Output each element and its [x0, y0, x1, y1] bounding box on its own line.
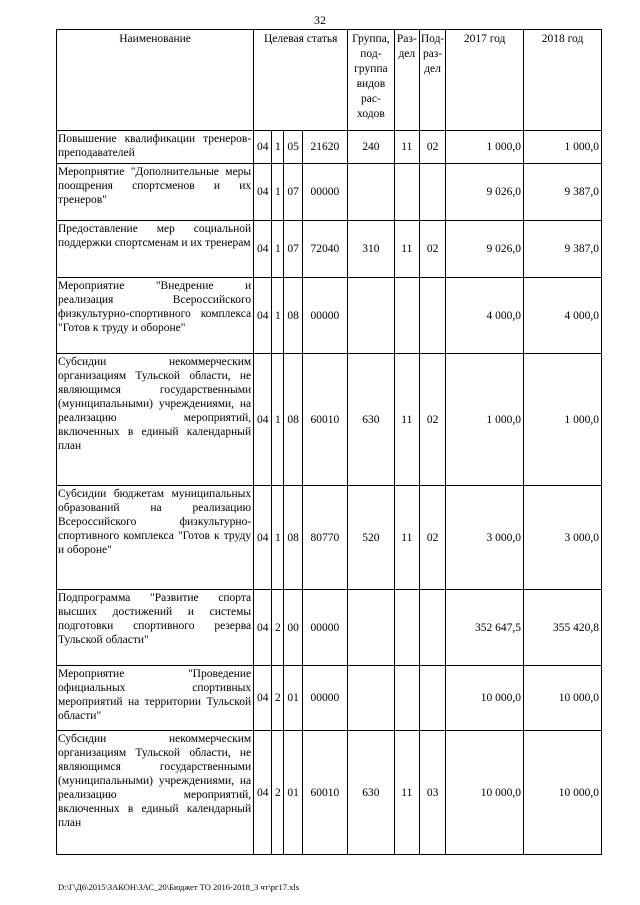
row-section: [394, 666, 419, 731]
row-target-code-1: 04: [254, 278, 272, 354]
table-body: [57, 131, 602, 855]
row-target-code-1: 04: [254, 131, 272, 164]
header-year-2017: 2017 год: [446, 30, 524, 131]
row-target-code-4: 60010: [302, 731, 348, 855]
row-target-code-3: 01: [284, 731, 302, 855]
row-target-code-4: 80770: [302, 486, 348, 590]
row-name: Повышение квалификации тренеров-преподавателей: [57, 131, 254, 164]
row-target-code-4: 00000: [302, 666, 348, 731]
row-subsection: 02: [419, 221, 445, 278]
row-amount-2017: 9 026,0: [446, 164, 524, 221]
table-row: [57, 221, 602, 278]
row-target-code-4: 00000: [302, 164, 348, 221]
row-target-code-4: 00000: [302, 590, 348, 666]
row-amount-2017: 10 000,0: [446, 666, 524, 731]
row-amount-2018: 1 000,0: [524, 354, 602, 486]
row-expense-group: 630: [348, 354, 395, 486]
header-expense-group: Группа, под- группа видов рас- ходов: [348, 30, 395, 131]
row-target-code-1: 04: [254, 666, 272, 731]
row-target-code-3: 08: [284, 486, 302, 590]
row-name: Подпрограмма "Развитие спорта высших достижений и системы подготовки спортивного резерва Тульской области": [57, 590, 254, 666]
row-target-code-2: 2: [272, 666, 284, 731]
table-row: [57, 354, 602, 486]
table-row: [57, 486, 602, 590]
row-section: [394, 590, 419, 666]
table-row: [57, 164, 602, 221]
row-target-code-4: 72040: [302, 221, 348, 278]
row-target-code-4: 00000: [302, 278, 348, 354]
row-target-code-1: 04: [254, 731, 272, 855]
row-target-code-2: 1: [272, 131, 284, 164]
row-amount-2018: 10 000,0: [524, 666, 602, 731]
row-subsection: [419, 278, 445, 354]
row-amount-2018: 355 420,8: [524, 590, 602, 666]
row-section: 11: [394, 221, 419, 278]
row-amount-2017: 352 647,5: [446, 590, 524, 666]
header-section: Раз- дел: [394, 30, 419, 131]
row-amount-2017: 9 026,0: [446, 221, 524, 278]
row-target-code-4: 21620: [302, 131, 348, 164]
row-target-code-2: 2: [272, 590, 284, 666]
table-header-row: [57, 30, 602, 131]
header-name: Наименование: [57, 30, 254, 131]
row-expense-group: 630: [348, 731, 395, 855]
row-expense-group: 240: [348, 131, 395, 164]
row-section: [394, 278, 419, 354]
row-amount-2017: 1 000,0: [446, 131, 524, 164]
page-number: 32: [314, 13, 326, 27]
row-amount-2018: 9 387,0: [524, 164, 602, 221]
table-row: [57, 666, 602, 731]
row-subsection: 03: [419, 731, 445, 855]
header-subsection: Под- раз- дел: [419, 30, 445, 131]
row-subsection: 02: [419, 131, 445, 164]
row-amount-2018: 4 000,0: [524, 278, 602, 354]
row-amount-2017: 4 000,0: [446, 278, 524, 354]
row-name: Предоставление мер социальной поддержки спортсменам и их тренерам: [57, 221, 254, 278]
row-target-code-1: 04: [254, 221, 272, 278]
table-row: [57, 731, 602, 855]
row-target-code-2: 2: [272, 731, 284, 855]
row-subsection: 02: [419, 486, 445, 590]
row-amount-2018: 9 387,0: [524, 221, 602, 278]
row-target-code-3: 07: [284, 164, 302, 221]
row-expense-group: 310: [348, 221, 395, 278]
row-amount-2018: 10 000,0: [524, 731, 602, 855]
row-name: Субсидии некоммерческим организациям Тульской области, не являющимся государственными (муниципальными) учреждениями, на реализацию мероприятий, включенных в единый календарный план: [57, 354, 254, 486]
row-name: Субсидии бюджетам муниципальных образований на реализацию Всероссийского физкультурно-спортивного комплекса "Готов к труду и обороне": [57, 486, 254, 590]
row-target-code-2: 1: [272, 221, 284, 278]
row-target-code-1: 04: [254, 590, 272, 666]
row-target-code-3: 08: [284, 278, 302, 354]
header-target-article: Целевая статья: [254, 30, 348, 131]
row-name: Мероприятие "Дополнительные меры поощрения спортсменов и их тренеров": [57, 164, 254, 221]
row-amount-2017: 1 000,0: [446, 354, 524, 486]
table-row: [57, 278, 602, 354]
row-expense-group: [348, 164, 395, 221]
row-target-code-3: 00: [284, 590, 302, 666]
row-expense-group: [348, 590, 395, 666]
row-name: Мероприятие "Внедрение и реализация Всероссийского физкультурно-спортивного комплекса "Готов к труду и обороне": [57, 278, 254, 354]
row-subsection: [419, 666, 445, 731]
row-target-code-1: 04: [254, 354, 272, 486]
row-section: 11: [394, 354, 419, 486]
row-section: 11: [394, 131, 419, 164]
row-section: [394, 164, 419, 221]
footer-file-path: D:\Г\Д6\2015\ЗАКОН\ЗАС_20\Бюджет ТО 2016-2018_3 чт\рг17.xls: [58, 882, 300, 892]
row-target-code-1: 04: [254, 164, 272, 221]
row-target-code-1: 04: [254, 486, 272, 590]
row-expense-group: 520: [348, 486, 395, 590]
row-amount-2018: 1 000,0: [524, 131, 602, 164]
row-target-code-2: 1: [272, 354, 284, 486]
row-target-code-3: 01: [284, 666, 302, 731]
row-amount-2017: 10 000,0: [446, 731, 524, 855]
budget-table: [56, 29, 602, 855]
row-subsection: [419, 590, 445, 666]
row-target-code-2: 1: [272, 164, 284, 221]
row-target-code-3: 08: [284, 354, 302, 486]
row-subsection: 02: [419, 354, 445, 486]
row-target-code-2: 1: [272, 278, 284, 354]
row-target-code-3: 05: [284, 131, 302, 164]
row-section: 11: [394, 486, 419, 590]
header-year-2018: 2018 год: [524, 30, 602, 131]
row-expense-group: [348, 666, 395, 731]
row-subsection: [419, 164, 445, 221]
row-target-code-2: 1: [272, 486, 284, 590]
table-row: [57, 590, 602, 666]
row-target-code-3: 07: [284, 221, 302, 278]
row-expense-group: [348, 278, 395, 354]
row-name: Субсидии некоммерческим организациям Тульской области, не являющимся государственными (муниципальными) учреждениями, на реализацию мероприятий, включенных в единый календарный план: [57, 731, 254, 855]
row-amount-2017: 3 000,0: [446, 486, 524, 590]
row-amount-2018: 3 000,0: [524, 486, 602, 590]
row-name: Мероприятие "Проведение официальных спортивных мероприятий на территории Тульской области": [57, 666, 254, 731]
row-target-code-4: 60010: [302, 354, 348, 486]
table-row: [57, 131, 602, 164]
row-section: 11: [394, 731, 419, 855]
